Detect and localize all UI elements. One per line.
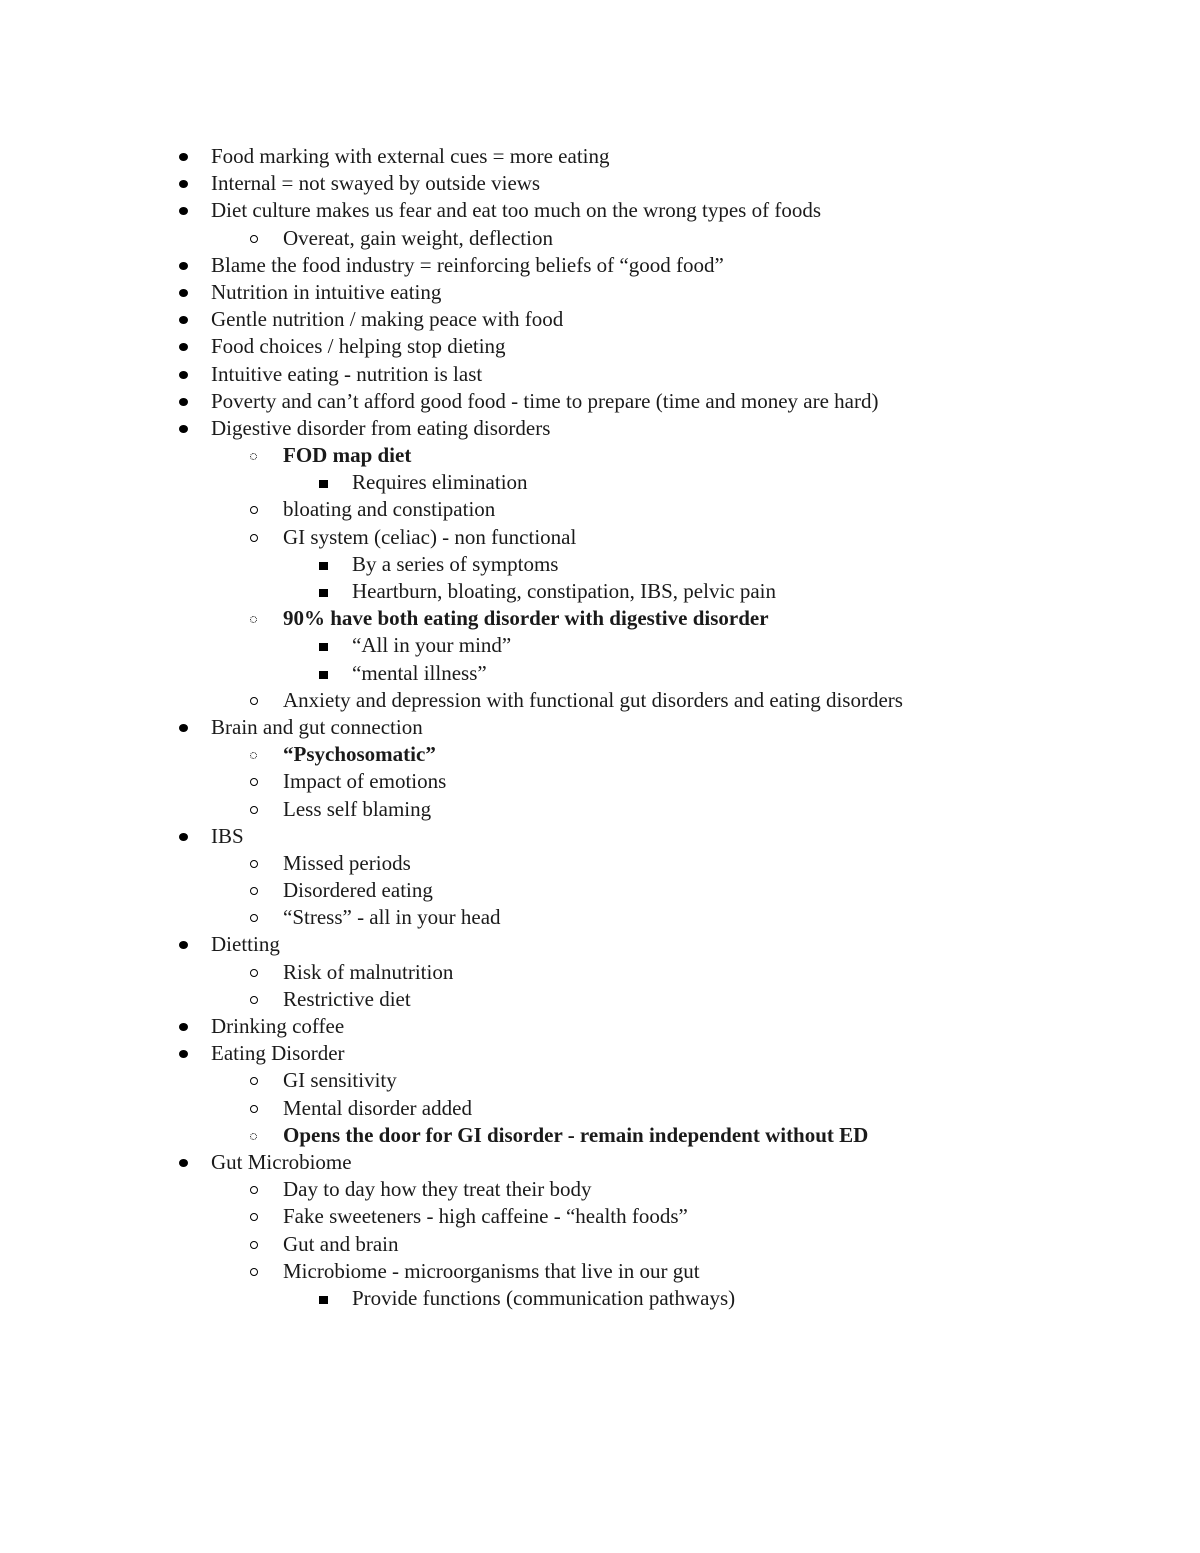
list-item-text: Disordered eating	[283, 878, 433, 903]
list-item-text: Gut Microbiome	[211, 1149, 352, 1174]
hollow-circle-bullet-icon	[250, 235, 258, 243]
list-item-text: Blame the food industry = reinforcing beliefs of “good food”	[211, 252, 724, 277]
list-item	[0, 986, 1200, 1013]
hollow-circle-bullet-icon	[250, 969, 258, 977]
list-item	[0, 605, 1200, 632]
list-item	[0, 1176, 1200, 1203]
list-item	[0, 1122, 1200, 1149]
list-item-text: Eating Disorder	[211, 1041, 345, 1066]
hollow-circle-bullet-icon	[250, 1186, 258, 1194]
list-item	[0, 768, 1200, 795]
bullet-list	[0, 143, 1200, 1312]
filled-circle-bullet-icon	[179, 724, 188, 732]
list-item	[0, 578, 1200, 605]
list-item	[0, 1149, 1200, 1176]
list-item	[0, 361, 1200, 388]
filled-circle-bullet-icon	[179, 371, 188, 379]
list-item-text: Internal = not swayed by outside views	[211, 171, 541, 196]
list-item	[0, 225, 1200, 252]
filled-circle-bullet-icon	[179, 1023, 188, 1031]
filled-circle-bullet-icon	[179, 941, 188, 949]
list-item	[0, 143, 1200, 170]
list-item-text: Anxiety and depression with functional gut disorders and eating disorders	[283, 687, 903, 712]
list-item	[0, 469, 1200, 496]
list-item-text: Mental disorder added	[283, 1095, 472, 1120]
filled-square-bullet-icon	[319, 671, 328, 679]
list-item-text: Food marking with external cues = more eating	[211, 144, 610, 168]
filled-circle-bullet-icon	[179, 1159, 188, 1167]
list-item	[0, 496, 1200, 523]
filled-circle-bullet-icon	[179, 425, 188, 433]
filled-circle-bullet-icon	[179, 398, 188, 406]
filled-circle-bullet-icon	[179, 833, 188, 841]
hollow-circle-bullet-icon	[250, 506, 258, 514]
list-item	[0, 388, 1200, 415]
filled-square-bullet-icon	[319, 1296, 328, 1304]
list-item-text: Less self blaming	[283, 796, 432, 821]
hollow-circle-bullet-icon	[250, 1077, 258, 1085]
list-item	[0, 415, 1200, 442]
filled-circle-bullet-icon	[179, 343, 188, 351]
list-item	[0, 170, 1200, 197]
filled-circle-bullet-icon	[179, 289, 188, 297]
list-item	[0, 333, 1200, 360]
list-item	[0, 877, 1200, 904]
list-item	[0, 197, 1200, 224]
list-item-text: Dietting	[211, 932, 280, 957]
hollow-circle-bullet-icon	[250, 616, 257, 623]
list-item	[0, 1067, 1200, 1094]
list-item-text: Day to day how they treat their body	[283, 1177, 592, 1202]
hollow-circle-bullet-icon	[250, 996, 258, 1004]
filled-square-bullet-icon	[319, 562, 328, 570]
filled-circle-bullet-icon	[179, 153, 188, 161]
list-item-text: “All in your mind”	[352, 633, 512, 658]
list-item	[0, 1258, 1200, 1285]
list-item	[0, 1203, 1200, 1230]
list-item	[0, 796, 1200, 823]
filled-circle-bullet-icon	[179, 180, 188, 188]
list-item-text: Provide functions (communication pathways)	[352, 1285, 736, 1310]
list-item	[0, 850, 1200, 877]
list-item	[0, 687, 1200, 714]
hollow-circle-bullet-icon	[250, 1241, 258, 1249]
list-item	[0, 1095, 1200, 1122]
hollow-circle-bullet-icon	[250, 1105, 258, 1113]
filled-square-bullet-icon	[319, 589, 328, 597]
list-item-text: Microbiome - microorganisms that live in our gut	[283, 1258, 700, 1283]
list-item	[0, 442, 1200, 469]
list-item-text: “Psychosomatic”	[283, 742, 436, 767]
list-item-text: Impact of emotions	[283, 769, 447, 794]
list-item-text: FOD map diet	[283, 443, 412, 468]
list-item	[0, 632, 1200, 659]
hollow-circle-bullet-icon	[250, 806, 258, 814]
hollow-circle-bullet-icon	[250, 887, 258, 895]
list-item-text: “mental illness”	[352, 660, 487, 685]
list-item	[0, 524, 1200, 551]
filled-square-bullet-icon	[319, 480, 328, 488]
hollow-circle-bullet-icon	[250, 1268, 258, 1276]
filled-circle-bullet-icon	[179, 316, 188, 324]
list-item-text: Intuitive eating - nutrition is last	[211, 361, 483, 386]
list-item-text: Gentle nutrition / making peace with food	[211, 307, 564, 332]
list-item-text: Digestive disorder from eating disorders	[211, 415, 551, 440]
hollow-circle-bullet-icon	[250, 1213, 258, 1221]
hollow-circle-bullet-icon	[250, 697, 258, 705]
hollow-circle-bullet-icon	[250, 860, 258, 868]
list-item-text: 90% have both eating disorder with digestive disorder	[283, 606, 769, 631]
list-item	[0, 714, 1200, 741]
list-item-text: Missed periods	[283, 850, 411, 875]
list-item-text: Risk of malnutrition	[283, 959, 454, 984]
hollow-circle-bullet-icon	[250, 534, 258, 542]
list-item	[0, 931, 1200, 958]
filled-square-bullet-icon	[319, 643, 328, 651]
list-item-text: Gut and brain	[283, 1231, 399, 1256]
list-item	[0, 551, 1200, 578]
list-item-text: By a series of symptoms	[352, 551, 559, 576]
list-item-text: GI sensitivity	[283, 1068, 397, 1093]
hollow-circle-bullet-icon	[250, 453, 257, 460]
list-item	[0, 306, 1200, 333]
hollow-circle-bullet-icon	[250, 914, 258, 922]
list-item-text: Food choices / helping stop dieting	[211, 334, 506, 359]
list-item-text: Poverty and can’t afford good food - time to prepare (time and money are hard)	[211, 388, 879, 413]
list-item	[0, 1285, 1200, 1312]
list-item	[0, 1040, 1200, 1067]
list-item	[0, 252, 1200, 279]
list-item-text: Opens the door for GI disorder - remain independent without ED	[283, 1122, 869, 1147]
list-item-text: IBS	[211, 823, 244, 848]
list-item-text: Drinking coffee	[211, 1014, 345, 1038]
notes-page	[0, 143, 1200, 1312]
list-item-text: Restrictive diet	[283, 986, 411, 1011]
list-item-text: Overeat, gain weight, deflection	[283, 225, 553, 250]
list-item	[0, 1013, 1200, 1040]
filled-circle-bullet-icon	[179, 207, 188, 215]
list-item-text: Diet culture makes us fear and eat too much on the wrong types of foods	[211, 198, 821, 223]
hollow-circle-bullet-icon	[250, 778, 258, 786]
list-item-text: Heartburn, bloating, constipation, IBS, pelvic pain	[352, 579, 776, 603]
hollow-circle-bullet-icon	[250, 1133, 257, 1140]
list-item	[0, 904, 1200, 931]
list-item	[0, 959, 1200, 986]
list-item	[0, 279, 1200, 306]
list-item-text: Fake sweeteners - high caffeine - “health foods”	[283, 1204, 688, 1229]
list-item	[0, 823, 1200, 850]
list-item	[0, 741, 1200, 768]
filled-circle-bullet-icon	[179, 1050, 188, 1058]
filled-circle-bullet-icon	[179, 262, 188, 270]
list-item	[0, 660, 1200, 687]
list-item-text: Nutrition in intuitive eating	[211, 279, 442, 304]
list-item-text: bloating and constipation	[283, 497, 496, 522]
list-item	[0, 1231, 1200, 1258]
list-item-text: Brain and gut connection	[211, 714, 423, 739]
list-item-text: Requires elimination	[352, 470, 528, 495]
hollow-circle-bullet-icon	[250, 752, 257, 759]
list-item-text: “Stress” - all in your head	[283, 905, 501, 930]
list-item-text: GI system (celiac) - non functional	[283, 524, 577, 549]
